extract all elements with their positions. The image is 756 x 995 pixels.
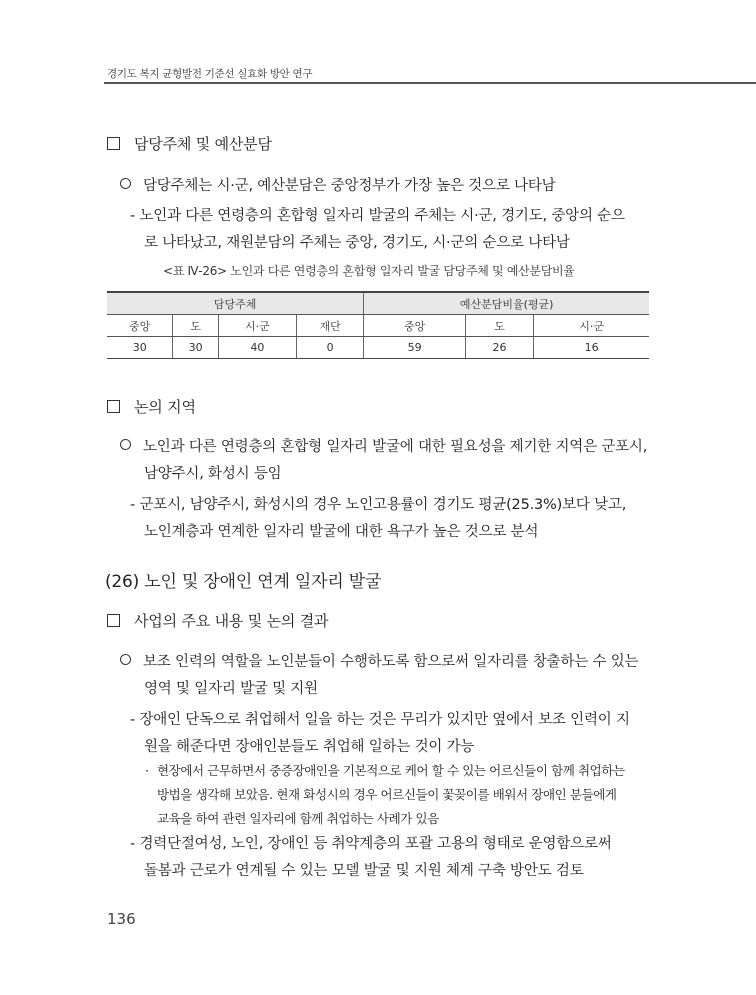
column-header: 중앙: [364, 315, 466, 337]
bullet-contents-summary: 보조 인력의 역할을 노인분들이 수행하도록 함으로써 일자리를 창출하는 수 있는 영역 및 일자리 발굴 및 지원: [120, 649, 638, 703]
circle-bullet-icon: [120, 439, 131, 450]
column-header: 중앙: [107, 315, 173, 337]
column-header: 시·군: [218, 315, 296, 337]
table-caption: <표 Ⅳ-26> 노인과 다른 연령층의 혼합형 일자리 발굴 담당주체 및 예산분담비율: [163, 264, 575, 278]
table-column-header-row: [107, 315, 649, 337]
table-cell: 59: [364, 337, 466, 359]
dash-item-vulnerable-groups: - 경력단절여성, 노인, 장애인 등 취약계층의 포괄 고용의 형태로 운영함으로써 돌봄과 근로가 연계될 수 있는 모델 발굴 및 지원 체계 구축 방안도 검토: [130, 836, 612, 879]
group-header-responsibility: 담당주체: [107, 292, 364, 315]
budget-table: [107, 291, 649, 359]
page-number: 136: [107, 910, 136, 928]
group-header-budget-share: 예산분담비율(평균): [364, 292, 649, 315]
interview-quote: · 현장에서 근무하면서 중증장애인을 기본적으로 케어 할 수 있는 어르신들이 함께 취업하는 방법을 생각해 보았음. 현재 화성시의 경우 어르신들이 꽃꽂이를 배워서 장애인 분들에게 교육을 하여 관련 일자리에 함께 취업하는 사례가 있음: [145, 759, 625, 831]
table-cell: 40: [218, 337, 296, 359]
dash-item-responsibility: - 노인과 다른 연령층의 혼합형 일자리 발굴의 주체는 시·군, 경기도, 중앙의 순으 로 나타났고, 재원분담의 주체는 중앙, 경기도, 시·군의 순으로 나타남: [130, 208, 625, 251]
circle-bullet-icon: [120, 178, 131, 189]
dash-item-disabled-employment: - 장애인 단독으로 취업해서 일을 하는 것은 무리가 있지만 옆에서 보조 인력이 지 원을 해준다면 장애인분들도 취업해 일하는 것이 가능: [130, 712, 630, 755]
table-cell: 30: [173, 337, 218, 359]
dash-marker: -: [130, 208, 140, 224]
dash-item-region: - 군포시, 남양주시, 화성시의 경우 노인고용률이 경기도 평균(25.3%)보다 낮고, 노인계층과 연계한 일자리 발굴에 대한 욕구가 높은 것으로 분석: [130, 497, 627, 540]
column-header: 도: [173, 315, 218, 337]
table-cell: 26: [465, 337, 533, 359]
dot-marker: ·: [145, 763, 149, 778]
dash-marker: -: [130, 497, 140, 513]
bullet-responsibility-summary: 담당주체는 시·군, 예산분담은 중앙정부가 가장 높은 것으로 나타남: [120, 174, 555, 195]
header-rule: [104, 82, 756, 84]
table-group-header-row: [107, 292, 649, 315]
table-cell: 30: [107, 337, 173, 359]
square-bullet-icon: [107, 137, 120, 150]
table-row: [107, 337, 649, 359]
square-bullet-icon: [107, 400, 120, 413]
square-bullet-icon: [107, 614, 120, 627]
table-cell: 0: [296, 337, 363, 359]
subsection-title-26: (26) 노인 및 장애인 연계 일자리 발굴: [105, 572, 382, 592]
dash-marker: -: [130, 836, 140, 852]
circle-bullet-icon: [120, 654, 131, 665]
table-cell: 16: [534, 337, 649, 359]
section-heading-responsibility: 담당주체 및 예산분담: [107, 133, 272, 154]
dash-marker: -: [130, 712, 140, 728]
section-heading-region: 논의 지역: [107, 396, 196, 417]
column-header: 재단: [296, 315, 363, 337]
running-header: 경기도 복지 균형발전 기준선 실효화 방안 연구: [107, 68, 313, 80]
bullet-region-summary: 노인과 다른 연령층의 혼합형 일자리 발굴에 대한 필요성을 제기한 지역은 군포시, 남양주시, 화성시 등임: [120, 434, 647, 488]
column-header: 도: [465, 315, 533, 337]
column-header: 시·군: [534, 315, 649, 337]
section-heading-contents: 사업의 주요 내용 및 논의 결과: [107, 610, 328, 631]
